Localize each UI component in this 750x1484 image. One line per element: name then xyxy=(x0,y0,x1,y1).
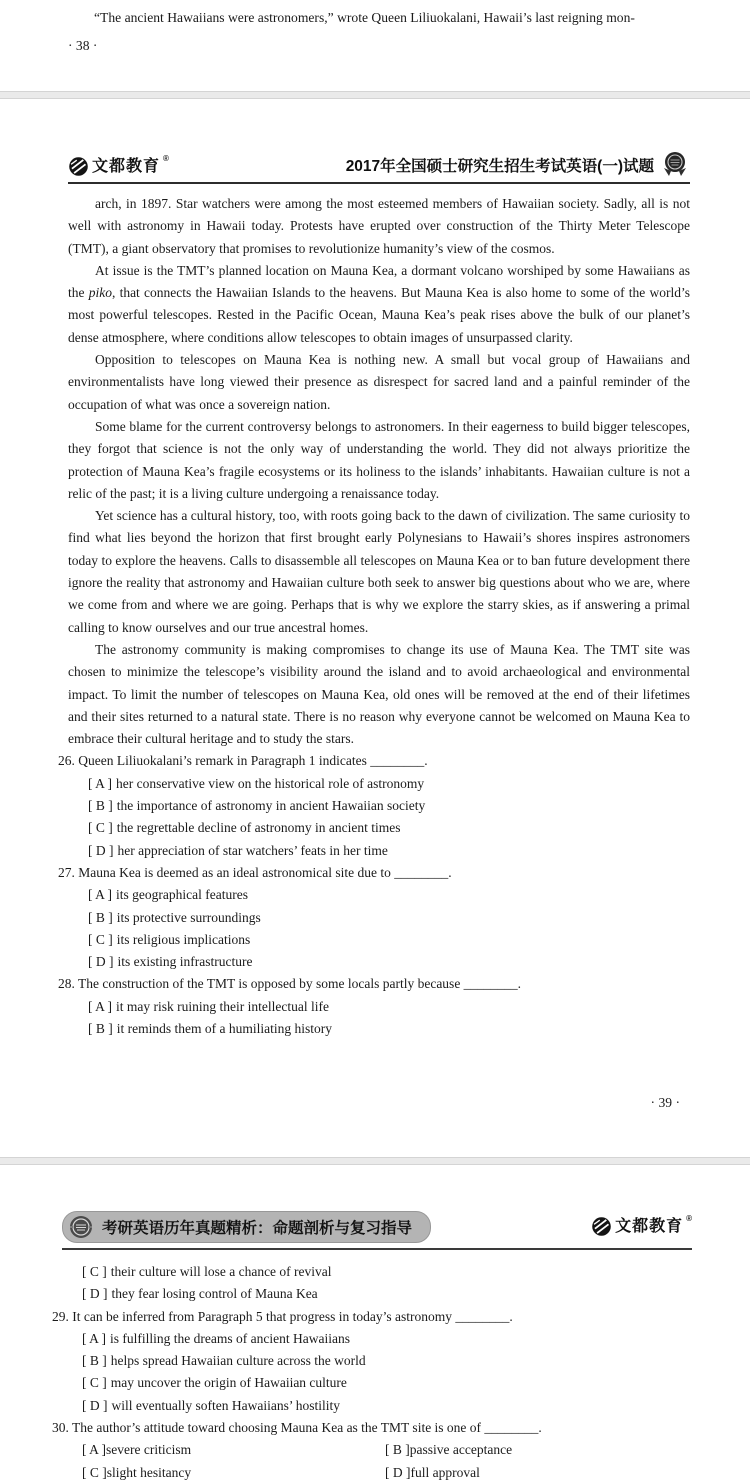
option-text: its religious implications xyxy=(116,931,251,947)
page-39 xyxy=(0,99,750,1157)
passage-paragraph-1: arch, in 1897. Star watchers were among the most esteemed members of Hawaiian society. Sadly, all is not well with astronomy in Hawaii today. Protests have erupted over construction of the Thirty Meter Telescope (TMT), a giant observatory that promises to revolutionize humanity’s view of the cosmos. xyxy=(68,196,690,256)
question-stem: Queen Liliuokalani’s remark in Paragraph 1 indicates ________. xyxy=(78,753,428,769)
paragraph-2-text: At issue is the TMT’s planned location on Mauna Kea, a dormant volcano worshiped by some Hawaiians as the xyxy=(68,262,690,301)
option-text: they fear losing control of Mauna Kea xyxy=(111,1286,318,1302)
question-28 xyxy=(58,973,692,1040)
option-grid-30 xyxy=(52,1439,686,1484)
option-text: the regrettable decline of astronomy in ancient times xyxy=(116,820,401,836)
option-label: [ C ] xyxy=(88,931,113,947)
option-text: her appreciation of star watchers’ feats in her time xyxy=(117,842,388,858)
option-text: its geographical features xyxy=(116,887,248,903)
question-27 xyxy=(58,862,692,973)
option-label: [ C ] xyxy=(82,1375,107,1391)
option-29-a xyxy=(52,1328,686,1350)
option-label: [ D ] xyxy=(385,1464,411,1480)
option-30-c xyxy=(82,1462,385,1484)
option-label: [ B ] xyxy=(82,1353,107,1369)
question-stem: Mauna Kea is deemed as an ideal astronomical site due to ________. xyxy=(78,864,452,880)
option-text: is fulfilling the dreams of ancient Hawaiians xyxy=(110,1330,350,1346)
question-26 xyxy=(58,750,692,861)
option-label: [ D ] xyxy=(82,1286,108,1302)
question-number: 27. xyxy=(58,864,75,880)
option-text: may uncover the origin of Hawaiian culture xyxy=(110,1375,347,1391)
option-label: [ C ] xyxy=(82,1264,107,1279)
option-27-a xyxy=(58,884,692,906)
question-30 xyxy=(52,1417,686,1484)
option-28-b xyxy=(58,1018,692,1040)
option-label: [ A ] xyxy=(82,1442,107,1458)
option-label: [ A ] xyxy=(88,998,113,1014)
passage-paragraph-3: Opposition to telescopes on Mauna Kea is nothing new. A small but vocal group of Hawaiians and environmentalists have long viewed their presence as disrespect for sacred land and a painful reminder of the occupation of what was once a sovereign nation. xyxy=(68,352,690,412)
registered-mark: ® xyxy=(686,1214,692,1223)
page-40-header xyxy=(62,1211,692,1250)
option-label: [ D ] xyxy=(88,954,114,970)
page-39-header xyxy=(68,151,690,184)
option-text: its protective surroundings xyxy=(116,909,261,925)
page-40 xyxy=(0,1165,750,1484)
medal-seal-icon xyxy=(660,151,690,178)
option-label: [ B ] xyxy=(88,1020,113,1036)
option-text: the importance of astronomy in ancient Hawaiian society xyxy=(116,798,426,814)
wendu-logo xyxy=(591,1216,692,1238)
page-number-38: · 38 · xyxy=(68,38,98,53)
passage-paragraph-5: Yet science has a cultural history, too, with roots going back to the dawn of civilization. The same curiosity to find what lies beyond the horizon that first brought early Polynesians to Hawaii’s shores inspires astronomers today to explore the heavens. Calls to disassemble all telescopes on Mauna Kea or to ban future development there ignore the reality that astronomy and Hawaiian culture both seek to answer big questions about who we are, where we come from and where we are going. Perhaps that is why we explore the starry skies, as if answering a primal calling to know ourselves and our true ancestral homes. xyxy=(68,508,690,635)
option-30-a xyxy=(82,1439,385,1461)
option-label: [ C ] xyxy=(88,820,113,836)
question-stem: It can be inferred from Paragraph 5 that progress in today’s astronomy ________. xyxy=(72,1308,513,1324)
page-number-39: · 39 · xyxy=(650,1095,680,1110)
question-list-continued xyxy=(52,1261,686,1484)
question-list xyxy=(58,750,692,1040)
wendu-logo-icon xyxy=(68,156,89,177)
question-29 xyxy=(52,1306,686,1417)
option-label: [ D ] xyxy=(88,842,114,858)
option-text: slight hesitancy xyxy=(106,1464,192,1480)
question-number: 26. xyxy=(58,753,75,769)
wendu-logo-text: 文都教育 xyxy=(92,158,161,175)
option-28-c xyxy=(52,1261,686,1283)
option-30-d xyxy=(385,1462,686,1484)
paragraph-2-text-cont: , that connects the Hawaiian Islands to the heavens. But Mauna Kea is also home to some of the world’s most powerful telescopes. Rested in the Pacific Ocean, Mauna Kea’s peak rises above the bulk of our planet’s dense atmosphere, where conditions allow telescopes to obtain images of unsurpassed clarity. xyxy=(68,285,690,345)
option-27-c xyxy=(58,929,692,951)
option-label: [ A ] xyxy=(82,1330,107,1346)
option-label: [ A ] xyxy=(88,887,113,903)
passage-paragraph-6: The astronomy community is making compromises to change its use of Mauna Kea. The TMT site was chosen to minimize the telescope’s visibility around the island and to avoid archaeological and environmental impact. To limit the number of telescopes on Mauna Kea, old ones will be removed at the end of their lifetimes and their sites returned to a natural state. There is no reason why everyone cannot be welcomed on Mauna Kea to embrace their cultural heritage and to study the stars. xyxy=(68,641,690,747)
banner-seal-icon xyxy=(68,1214,94,1240)
option-26-c xyxy=(58,817,692,839)
option-text: their culture will lose a chance of revival xyxy=(110,1264,332,1279)
option-27-b xyxy=(58,907,692,929)
option-label: [ D ] xyxy=(82,1397,108,1413)
option-text: full approval xyxy=(410,1464,480,1480)
question-number: 30. xyxy=(52,1420,69,1436)
wendu-logo-text: 文都教育 xyxy=(615,1218,684,1235)
option-29-d xyxy=(52,1395,686,1417)
chapter-banner xyxy=(62,1211,431,1243)
option-text: helps spread Hawaiian culture across the world xyxy=(110,1353,366,1369)
option-28-d xyxy=(52,1283,686,1305)
option-29-b xyxy=(52,1350,686,1372)
option-26-a xyxy=(58,773,692,795)
page-38-fragment xyxy=(0,0,750,91)
option-26-b xyxy=(58,795,692,817)
passage-paragraph-2 xyxy=(68,260,690,349)
option-label: [ C ] xyxy=(82,1464,107,1480)
option-28-a xyxy=(58,996,692,1018)
option-29-c xyxy=(52,1372,686,1394)
option-text: will eventually soften Hawaiians’ hostility xyxy=(111,1397,340,1413)
option-label: [ A ] xyxy=(88,775,113,791)
question-stem: The construction of the TMT is opposed by some locals partly because ________. xyxy=(78,976,522,992)
chapter-banner-title: 考研英语历年真题精析：命题剖析与复习指导 xyxy=(102,1220,413,1237)
option-26-d xyxy=(58,840,692,862)
option-label: [ B ] xyxy=(385,1442,410,1458)
option-text: its existing infrastructure xyxy=(117,954,253,970)
wendu-logo-icon xyxy=(591,1216,612,1237)
italic-term-piko: piko xyxy=(88,285,112,301)
page-title: 2017年全国硕士研究生招生考试英语(一)试题 xyxy=(345,157,654,175)
question-number: 29. xyxy=(52,1308,69,1324)
option-text: severe criticism xyxy=(106,1442,192,1458)
option-text: passive acceptance xyxy=(409,1442,513,1458)
page-separator xyxy=(0,1157,750,1165)
option-text: it reminds them of a humiliating history xyxy=(116,1020,332,1036)
wendu-logo xyxy=(68,156,169,178)
registered-mark: ® xyxy=(163,154,169,163)
question-stem: The author’s attitude toward choosing Mauna Kea as the TMT site is one of ________. xyxy=(72,1420,542,1436)
reading-passage xyxy=(68,193,690,750)
passage-opening-line: “The ancient Hawaiians were astronomers,” wrote Queen Liliuokalani, Hawaii’s last reigning mon- xyxy=(94,10,635,25)
option-label: [ B ] xyxy=(88,909,113,925)
page-separator xyxy=(0,91,750,99)
option-text: her conservative view on the historical role of astronomy xyxy=(116,775,425,791)
question-number: 28. xyxy=(58,976,75,992)
passage-paragraph-4: Some blame for the current controversy belongs to astronomers. In their eagerness to build bigger telescopes, they forgot that science is not the only way of understanding the world. They did not always prioritize the protection of Mauna Kea’s fragile ecosystems or its holiness to the islands’ inhabitants. Hawaiian culture is not a relic of the past; it is a living culture undergoing a renaissance today. xyxy=(68,418,690,501)
option-label: [ B ] xyxy=(88,798,113,814)
option-30-b xyxy=(385,1439,686,1461)
option-27-d xyxy=(58,951,692,973)
option-text: it may risk ruining their intellectual life xyxy=(116,998,329,1014)
